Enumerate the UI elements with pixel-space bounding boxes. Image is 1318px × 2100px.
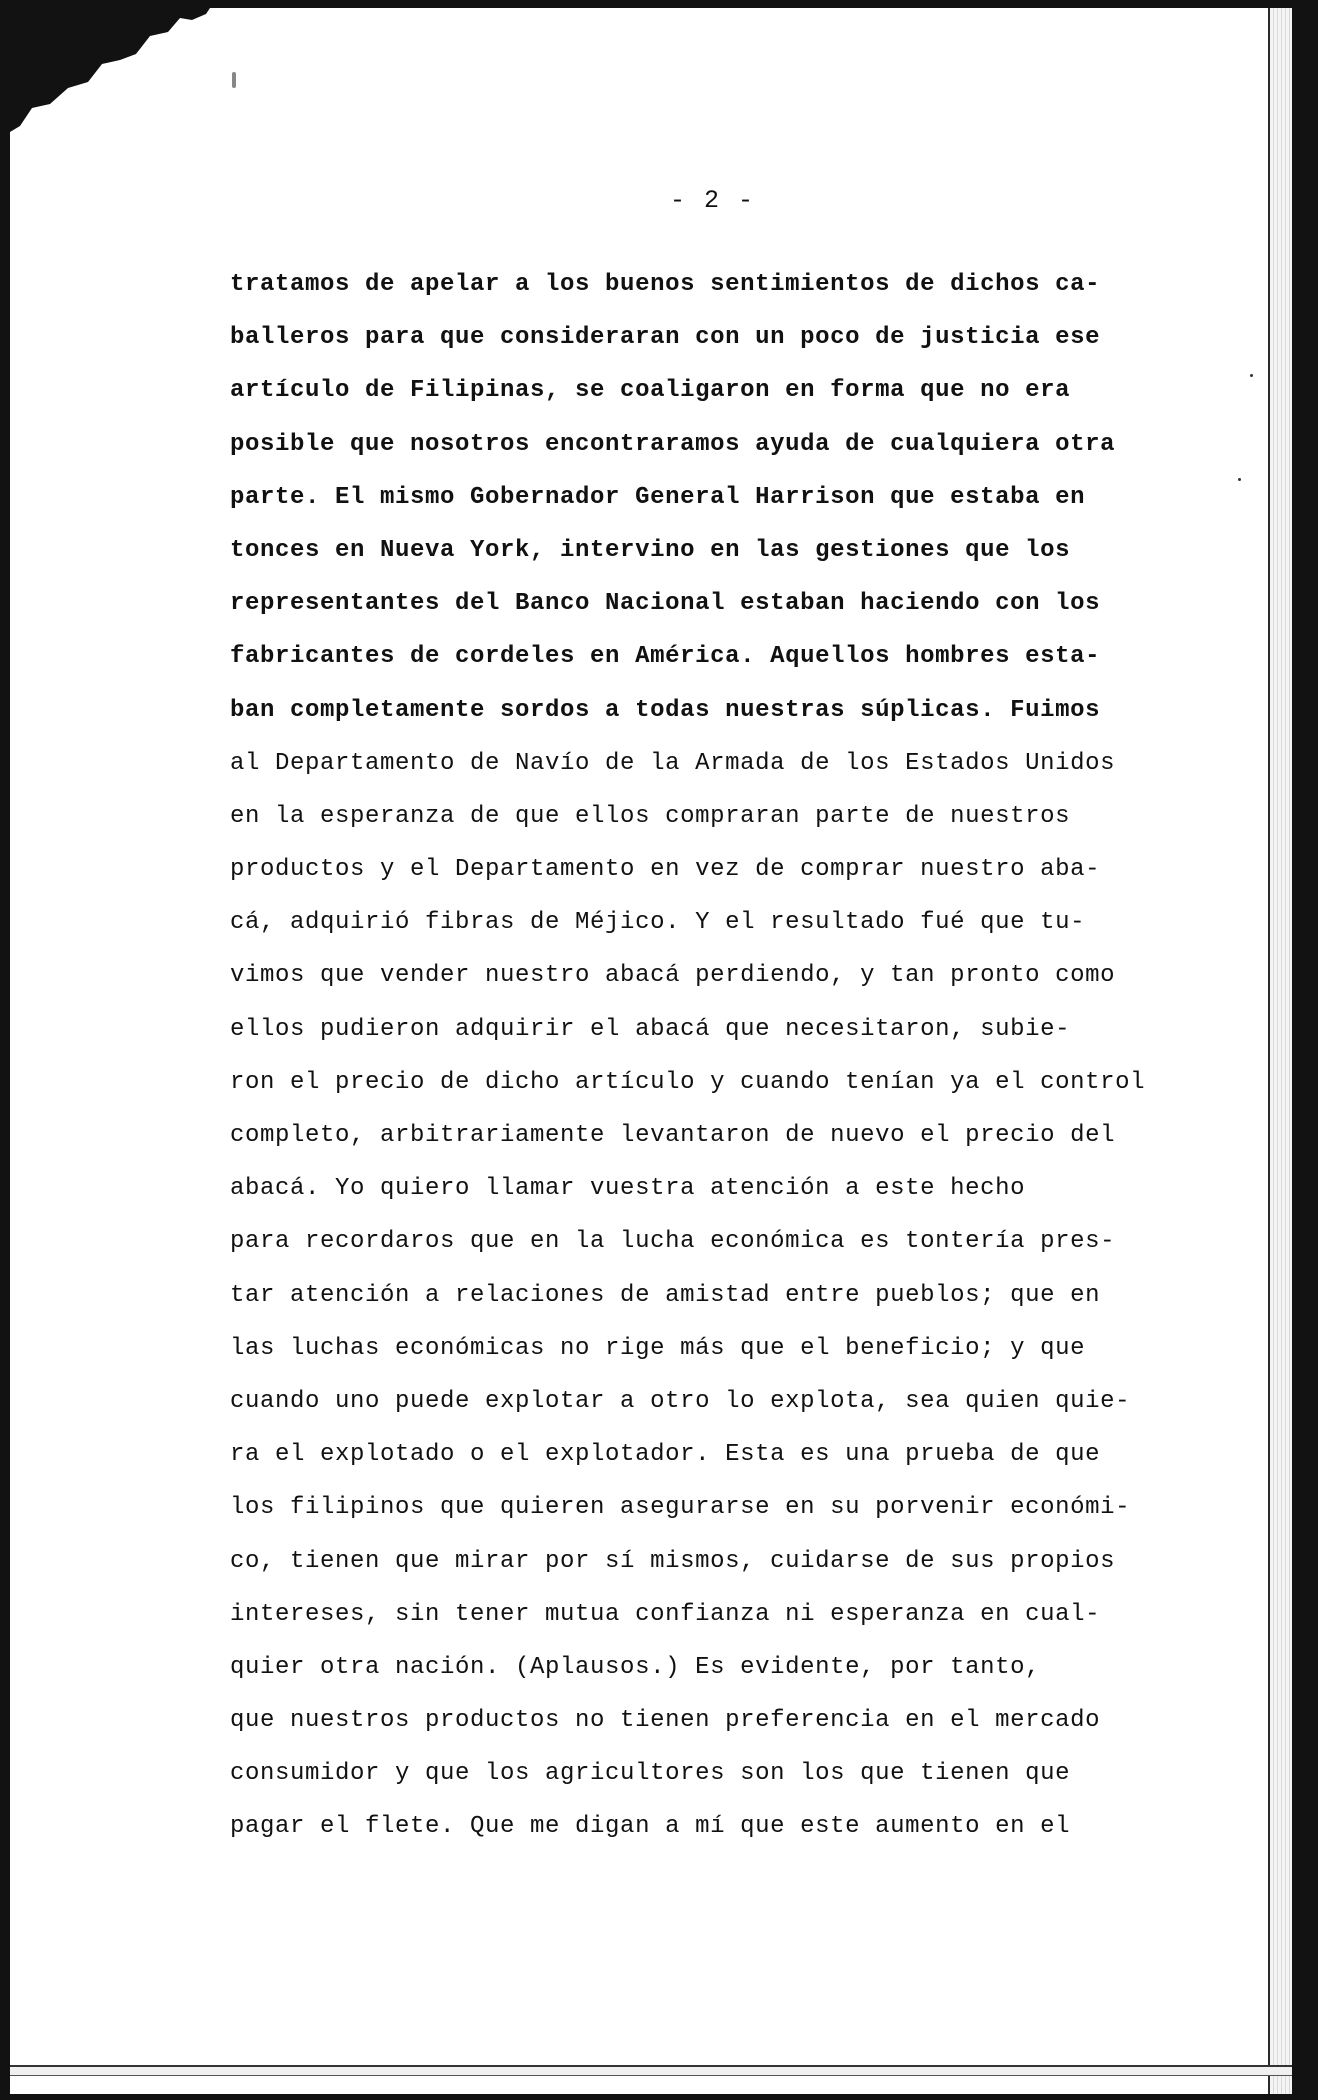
page-number: - 2 - [670,186,756,215]
text-line: los filipinos que quieren asegurarse en su porvenir económi- [230,1494,1131,1522]
body-text [230,258,1220,1854]
text-line: cá, adquirió fibras de Méjico. Y el resultado fué que tu- [230,909,1086,937]
text-line: ellos pudieron adquirir el abacá que necesitaron, subie- [230,1015,1071,1043]
text-line: ra el explotado o el explotador. Esta es una prueba de que [230,1441,1101,1469]
text-line: vimos que vender nuestro abacá perdiendo, y tan pronto como [230,962,1116,990]
text-line: quier otra nación. (Aplausos.) Es evidente, por tanto, [230,1653,1041,1681]
text-line: que nuestros productos no tienen preferencia en el mercado [230,1707,1101,1735]
text-line: representantes del Banco Nacional estaban haciendo con los [230,590,1101,618]
text-line: tar atención a relaciones de amistad entre pueblos; que en [230,1281,1101,1309]
text-line: tratamos de apelar a los buenos sentimientos de dichos ca- [230,271,1101,298]
text-line: consumidor y que los agricultores son los que tienen que [230,1760,1071,1788]
text-line: completo, arbitrariamente levantaron de nuevo el precio del [230,1122,1116,1149]
text-line: pagar el flete. Que me digan a mí que este aumento en el [230,1813,1071,1841]
text-line: posible que nosotros encontraramos ayuda de cualquiera otra [230,430,1116,458]
text-line: al Departamento de Navío de la Armada de los Estados Unidos [230,749,1116,777]
text-line: parte. El mismo Gobernador General Harrison que estaba en [230,483,1086,511]
page-right-edge [1268,8,1292,2094]
text-line: cuando uno puede explotar a otro lo explota, sea quien quie- [230,1387,1131,1415]
page-bottom-edge [10,2065,1292,2076]
text-line: ban completamente sordos a todas nuestras súplicas. Fuimos [230,696,1101,724]
torn-corner [10,8,210,138]
paper-mark [232,72,236,88]
paper-speck [1250,374,1253,377]
text-line: abacá. Yo quiero llamar vuestra atención a este hecho [230,1175,1026,1203]
text-line: intereses, sin tener mutua confianza ni esperanza en cual- [230,1600,1101,1628]
text-line: artículo de Filipinas, se coaligaron en forma que no era [230,377,1071,405]
text-line: en la esperanza de que ellos compraran parte de nuestros [230,802,1071,830]
text-line: para recordaros que en la lucha económica es tontería pres- [230,1228,1116,1256]
document-page [10,8,1292,2094]
text-line: ron el precio de dicho artículo y cuando tenían ya el control [230,1068,1146,1096]
text-line: co, tienen que mirar por sí mismos, cuidarse de sus propios [230,1547,1116,1575]
paper-speck [1238,478,1241,481]
text-line: tonces en Nueva York, intervino en las gestiones que los [230,536,1071,564]
text-line: fabricantes de cordeles en América. Aquellos hombres esta- [230,643,1101,671]
text-line: las luchas económicas no rige más que el beneficio; y que [230,1334,1086,1362]
text-line: productos y el Departamento en vez de comprar nuestro aba- [230,856,1101,884]
text-line: balleros para que consideraran con un poco de justicia ese [230,324,1101,352]
